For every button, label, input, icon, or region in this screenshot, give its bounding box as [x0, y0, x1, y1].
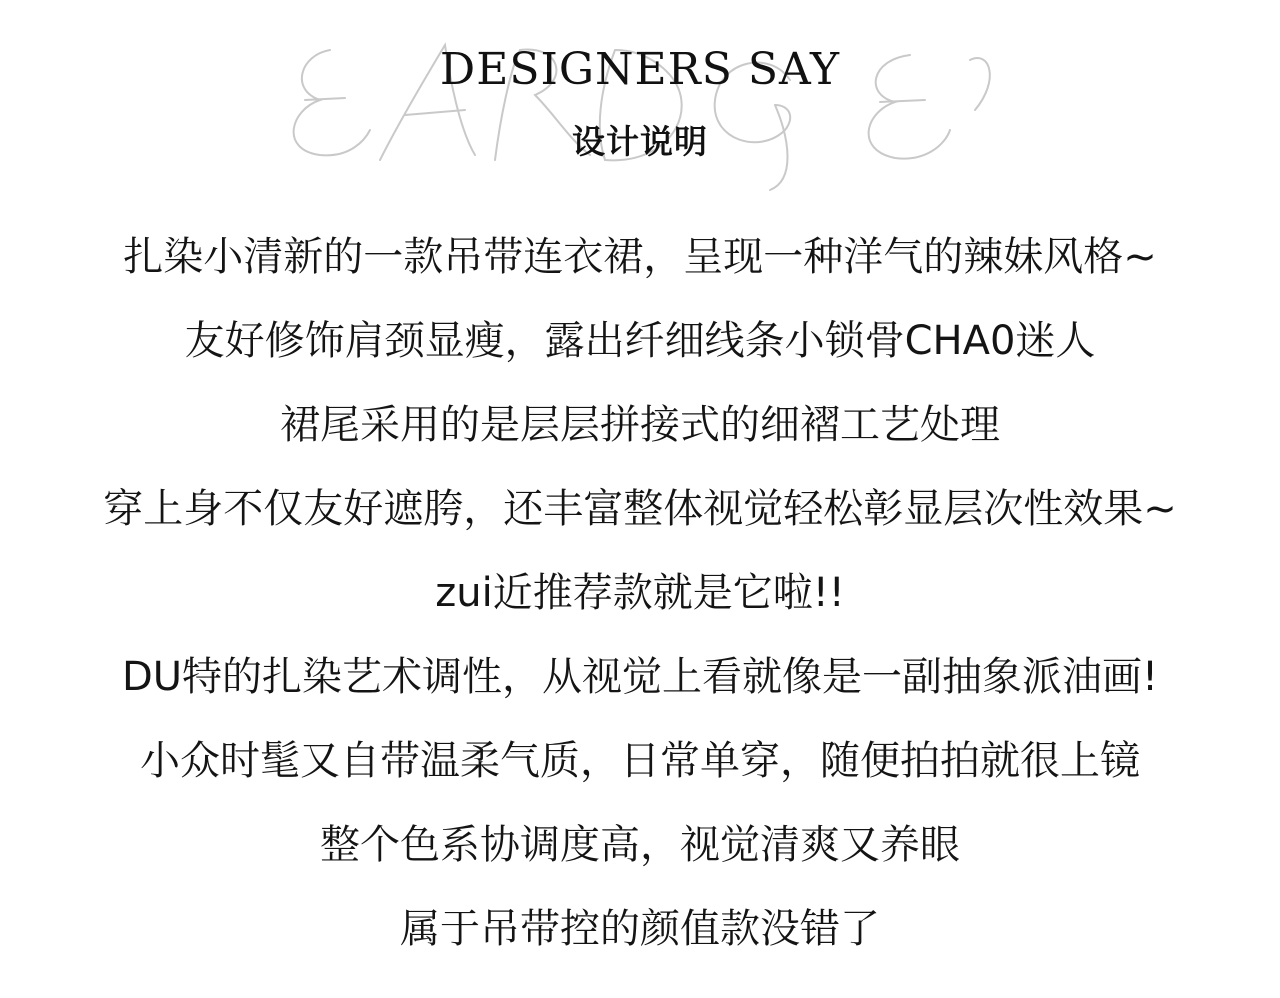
section-title-chinese: 设计说明 — [572, 122, 708, 161]
description-line: DU特的扎染艺术调性，从视觉上看就像是一副抽象派油画! — [121, 654, 1159, 700]
description-line: 扎染小清新的一款吊带连衣裙，呈现一种洋气的辣妹风格~ — [123, 234, 1157, 280]
description-line: 穿上身不仅友好遮胯，还丰富整体视觉轻松彰显层次性效果~ — [103, 486, 1177, 532]
section-title-english: DESIGNERS SAY — [439, 44, 841, 95]
description-line: 小众时髦又自带温柔气质，日常单穿，随便拍拍就很上镜 — [140, 738, 1140, 784]
description-line: 裙尾采用的是层层拼接式的细褶工艺处理 — [280, 402, 1000, 448]
header — [0, 0, 1280, 200]
description-line: zui近推荐款就是它啦!! — [435, 570, 845, 616]
description-text-block — [0, 215, 1280, 971]
description-line: 整个色系协调度高，视觉清爽又养眼 — [320, 822, 960, 868]
description-line: 友好修饰肩颈显瘦，露出纤细线条小锁骨CHA0迷人 — [184, 318, 1096, 364]
description-line: 属于吊带控的颜值款没错了 — [400, 906, 880, 952]
